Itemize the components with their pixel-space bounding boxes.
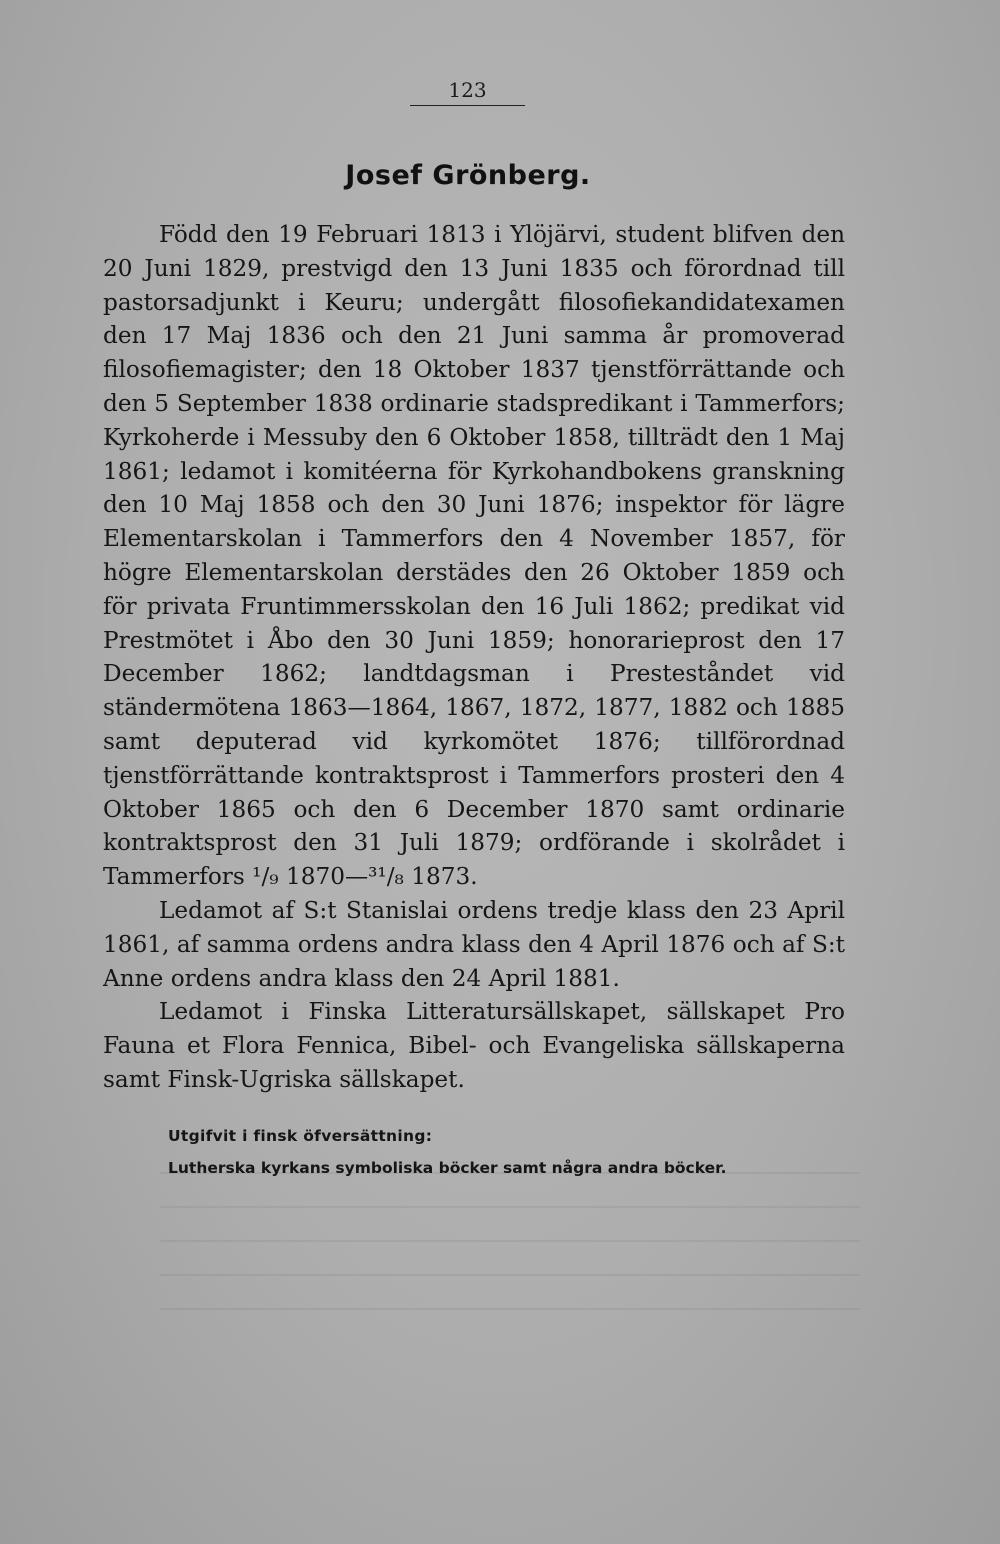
page-title: Josef Grönberg. [345, 160, 591, 191]
translation-book: Lutherska kyrkans symboliska böcker samt några andra böcker. [168, 1159, 727, 1177]
translation-heading: Utgifvit i finsk öfversättning: [168, 1127, 433, 1145]
biography-paragraph: Född den 19 Februari 1813 i Ylöjärvi, student blifven den 20 Juni 1829, prestvigd den 13 Juni 1835 och förordnad till pastorsadjunkt i Keuru; undergått filosofiekandidatexamen den 17 Maj 1836 och den 21 Juni samma år promoverad filosofiemagister; den 18 Oktober 1837 tjenstförrättande och den 5 September 1838 ordinarie stadspredikant i Tammerfors; Kyrkoherde i Messuby den 6 Oktober 1858, tillträdt den 1 Maj 1861; ledamot i komitéerna för Kyrkohandbokens granskning den 10 Maj 1858 och den 30 Juni 1876; inspektor för lägre Elementarskolan i Tammerfors den 4 November 1857, för högre Elementarskolan derstädes den 26 Oktober 1859 och för privata Fruntimmersskolan den 16 Juli 1862; predikat vid Prestmötet i Åbo den 30 Juni 1859; honorarieprost den 17 December 1862; landtdagsman i Presteståndet vid ständermötena 1863—1864, 1867, 1872, 1877, 1882 och 1885 samt deputerad vid kyrkomötet 1876; tillförordnad tjenstförrättande kontraktsprost i Tammerfors prosteri den 4 Oktober 1865 och den 6 December 1870 samt ordinarie kontraktsprost den 31 Juli 1879; ordförande i skolrådet i Tammerfors ¹/₉ 1870—³¹/₈ 1873. [103, 221, 845, 891]
biography-body [103, 218, 845, 1097]
page-number: 123 [410, 78, 525, 106]
biography-paragraph: Ledamot i Finska Litteratursällskapet, sällskapet Pro Fauna et Flora Fennica, Bibel- och Evangeliska sällskaperna samt Finsk-Ugriska sällskapet. [103, 998, 845, 1093]
translation-section [168, 1120, 788, 1184]
biography-paragraph: Ledamot af S:t Stanislai ordens tredje klass den 23 April 1861, af samma ordens andra klass den 4 April 1876 och af S:t Anne ordens andra klass den 24 April 1881. [103, 896, 845, 992]
